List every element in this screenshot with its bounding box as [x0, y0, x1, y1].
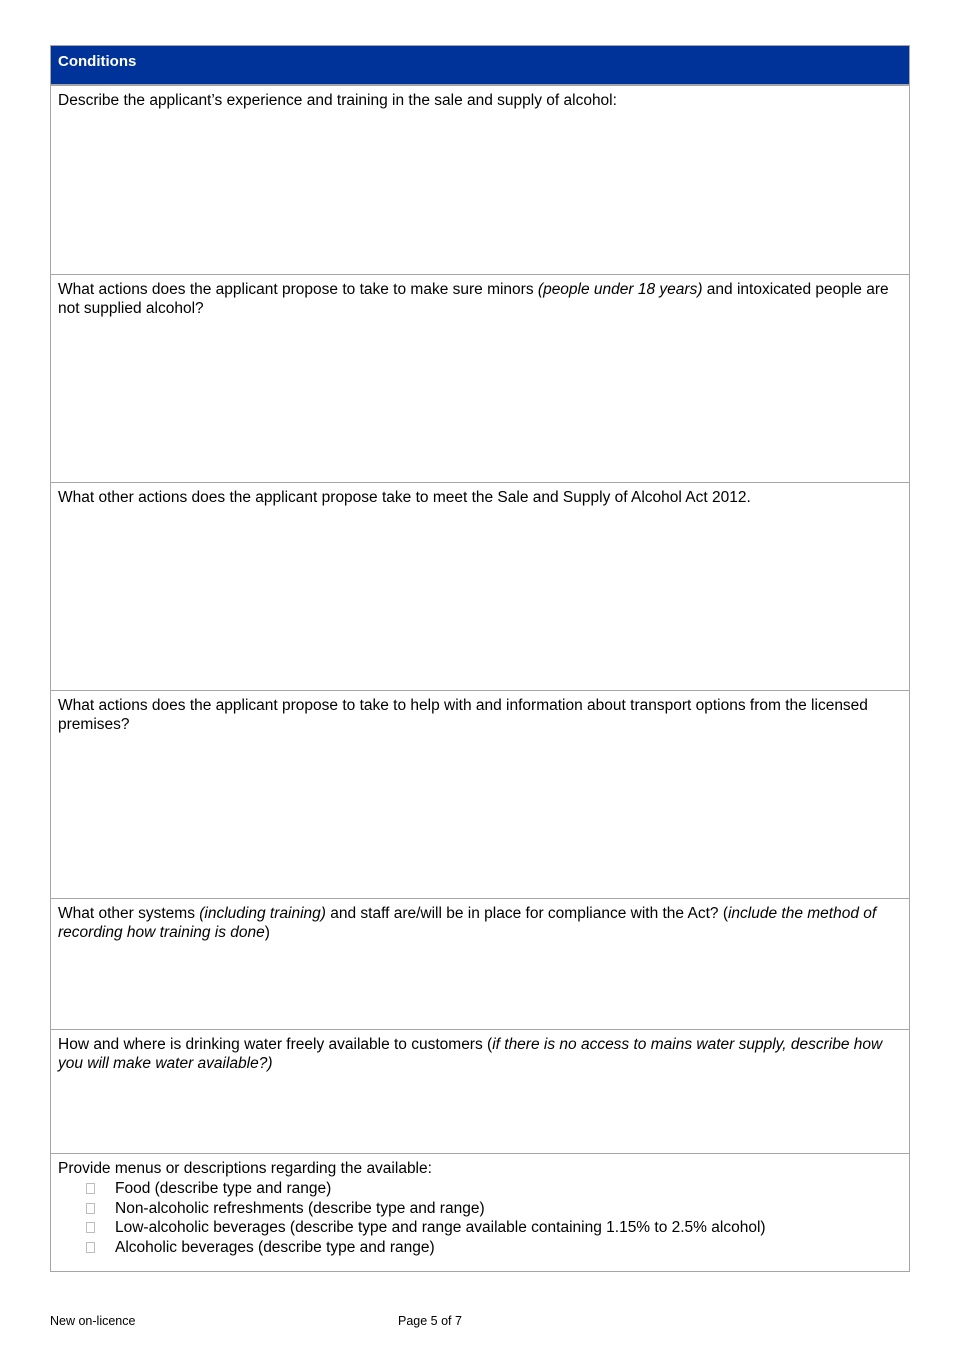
- checkbox-alcoholic[interactable]: [86, 1242, 95, 1253]
- list-item: Food (describe type and range): [58, 1179, 902, 1199]
- question-experience: Describe the applicant’s experience and training in the sale and supply of alcohol:: [58, 92, 617, 109]
- section-title: Conditions: [51, 46, 909, 85]
- question-systems: What other systems (including training) and staff are/will be in place for compliance with the Act? (include the method of recording how training is done): [58, 905, 877, 941]
- question-other-actions: What other actions does the applicant propose take to meet the Sale and Supply of Alcohol Act 2012.: [58, 489, 751, 506]
- experience-field[interactable]: [51, 85, 909, 274]
- footer-form-name: New on-licence: [50, 1314, 136, 1328]
- menus-field[interactable]: [51, 1153, 909, 1271]
- list-item: Low-alcoholic beverages (describe type and range available containing 1.15% to 2.5% alcohol): [58, 1218, 902, 1238]
- checkbox-non-alcoholic[interactable]: [86, 1203, 95, 1214]
- footer-page-number: Page 5 of 7: [398, 1314, 462, 1328]
- menus-checklist: [58, 1179, 902, 1257]
- menus-intro: Provide menus or descriptions regarding the available:: [58, 1160, 432, 1177]
- systems-field[interactable]: [51, 898, 909, 1029]
- list-item: Non-alcoholic refreshments (describe type and range): [58, 1199, 902, 1219]
- checkbox-food[interactable]: [86, 1183, 95, 1194]
- water-field[interactable]: [51, 1029, 909, 1153]
- list-item: Alcoholic beverages (describe type and range): [58, 1238, 902, 1258]
- question-water: How and where is drinking water freely available to customers (if there is no access to mains water supply, describe how you will make water available?): [58, 1036, 883, 1072]
- transport-field[interactable]: [51, 690, 909, 898]
- checkbox-low-alcoholic[interactable]: [86, 1222, 95, 1233]
- minors-field[interactable]: [51, 274, 909, 482]
- other-actions-field[interactable]: [51, 482, 909, 690]
- question-transport: What actions does the applicant propose to take to help with and information about transport options from the licensed premises?: [58, 697, 868, 733]
- conditions-form: [50, 45, 910, 1272]
- question-minors: What actions does the applicant propose to take to make sure minors (people under 18 years) and intoxicated people are not supplied alcohol?: [58, 281, 889, 317]
